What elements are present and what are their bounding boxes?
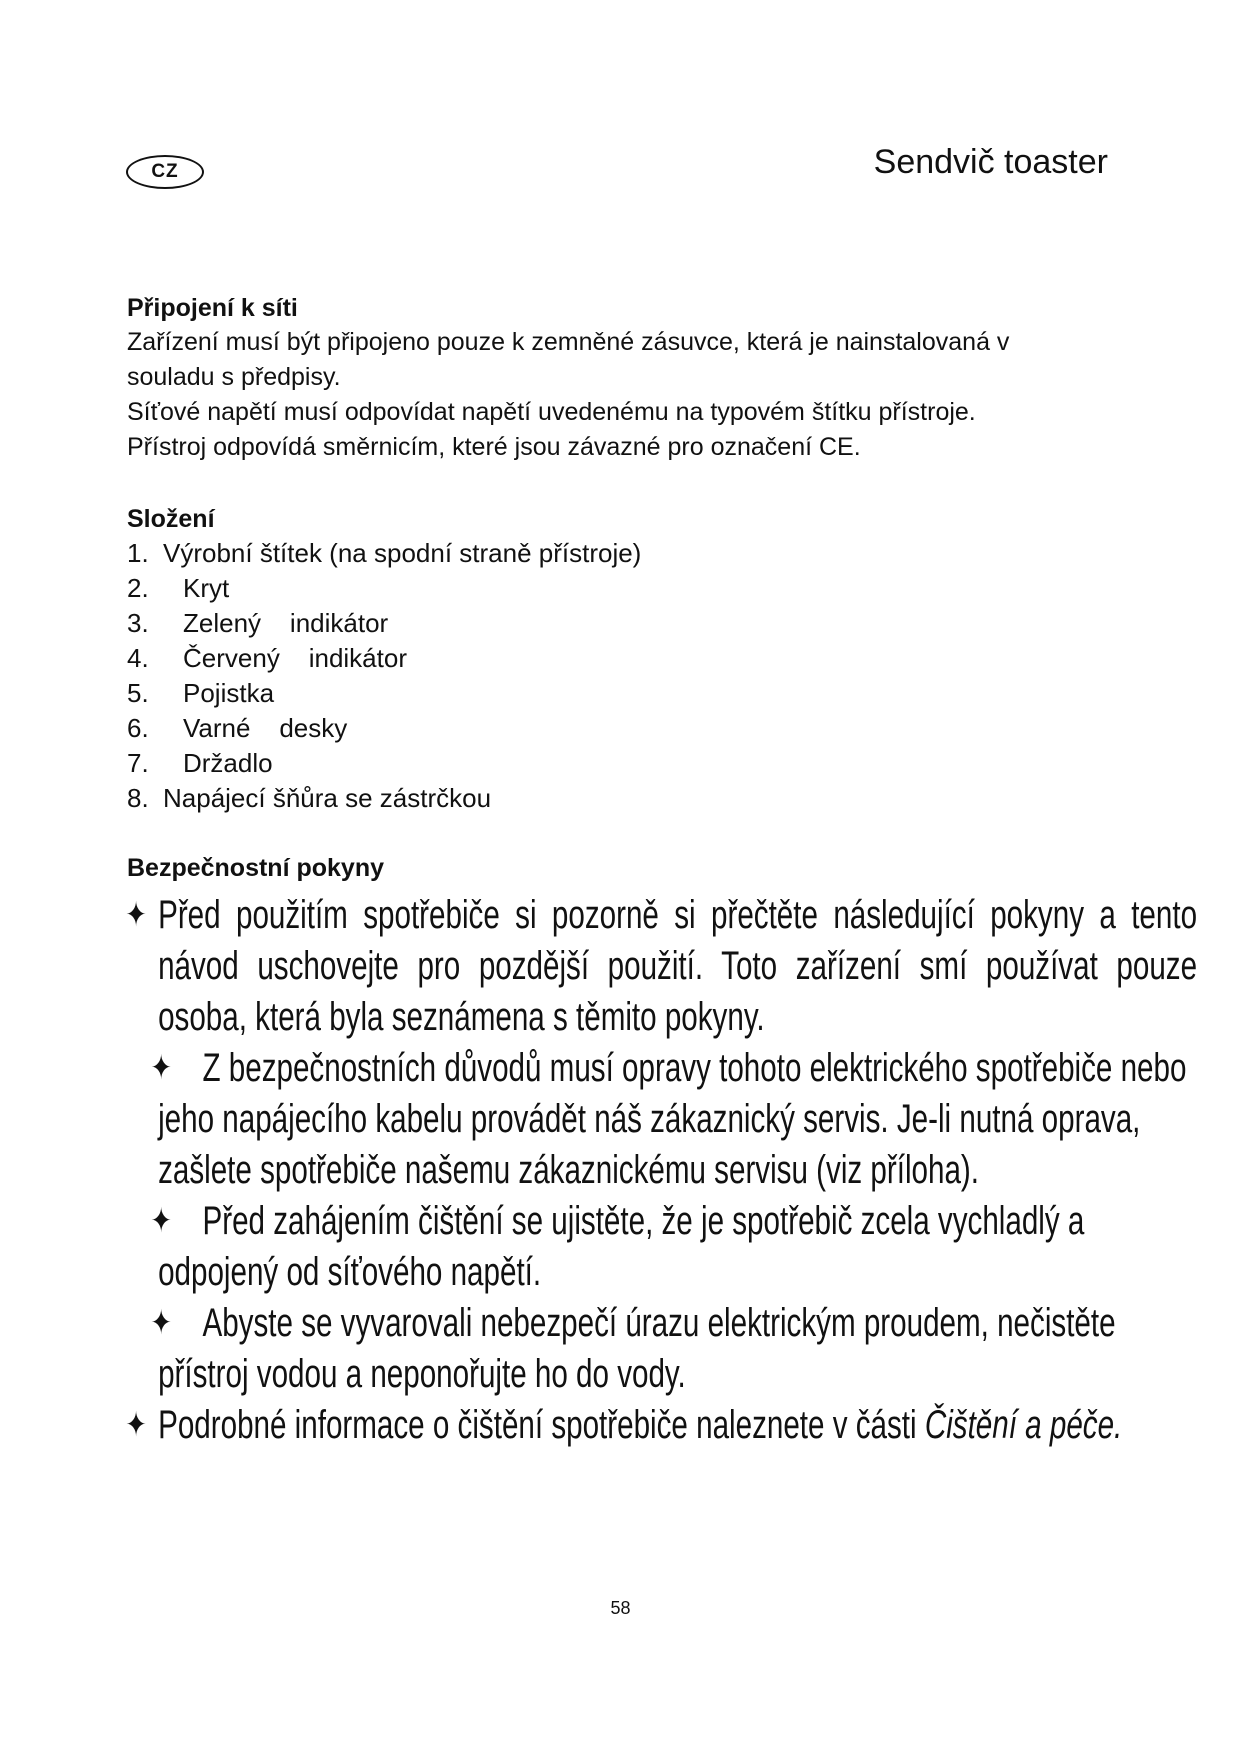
list-item: 7. Držadlo xyxy=(127,748,273,778)
bullet-item: ✦ Z bezpečnostních důvodů musí opravy tohoto elektrického spotřebiče nebo jeho napájecího kabelu provádět náš zákaznický servis. Je-li nutná oprava, zašlete spotřebiče našemu zákaznickému servisu (viz příloha). xyxy=(127,1043,1197,1196)
list-item: 6. Varné desky xyxy=(127,713,348,743)
list-item: 5. Pojistka xyxy=(127,678,275,708)
list-item: 2. Kryt xyxy=(127,573,230,603)
paragraph-line: Síťové napětí musí odpovídat napětí uvedenému na typovém štítku přístroje. xyxy=(127,398,976,426)
list-item: 8. Napájecí šňůra se zástrčkou xyxy=(127,783,492,813)
four-point-star-icon: ✦ xyxy=(125,896,147,934)
section-heading: Složení xyxy=(127,505,215,533)
safety-bullets xyxy=(125,890,1198,1451)
parts-list xyxy=(127,536,1127,816)
list-item: 3. Zelený indikátor xyxy=(127,608,389,638)
page-title: Sendvič toaster xyxy=(873,143,1108,181)
bullet-item: ✦ Před zahájením čištění se ujistěte, že je spotřebič zcela vychladlý a odpojený od síťového napětí. xyxy=(127,1196,1197,1298)
section-safety xyxy=(127,851,1127,885)
language-badge: CZ xyxy=(126,155,204,189)
four-point-star-icon: ✦ xyxy=(150,1304,172,1342)
section-power-connection xyxy=(127,291,1127,465)
paragraph-line: Zařízení musí být připojeno pouze k zemněné zásuvce, která je nainstalovaná v xyxy=(127,328,1010,356)
page-number: 58 xyxy=(610,1598,631,1618)
section-parts xyxy=(127,502,1127,816)
bullet-item: ✦ Podrobné informace o čištění spotřebiče naleznete v části Čištění a péče. xyxy=(127,1400,1197,1451)
cross-reference: Čištění a péče. xyxy=(924,1403,1123,1447)
bullet-item: ✦ Před použitím spotřebiče si pozorně si přečtěte následující pokyny a tento návod uschovejte pro pozdější použití. Toto zařízení smí používat pouze osoba, která byla seznámena s těmito pokyny. xyxy=(127,890,1197,1043)
four-point-star-icon: ✦ xyxy=(150,1049,172,1087)
section-heading: Připojení k síti xyxy=(127,294,298,322)
paragraph-line: Přístroj odpovídá směrnicím, které jsou závazné pro označení CE. xyxy=(127,433,861,461)
bullet-item: ✦ Abyste se vyvarovali nebezpečí úrazu elektrickým proudem, nečistěte přístroj vodou a neponořujte ho do vody. xyxy=(127,1298,1197,1400)
four-point-star-icon: ✦ xyxy=(150,1202,172,1240)
list-item: 4. Červený indikátor xyxy=(127,643,407,673)
section-heading: Bezpečnostní pokyny xyxy=(127,854,384,882)
four-point-star-icon: ✦ xyxy=(125,1406,147,1444)
list-item: 1. Výrobní štítek (na spodní straně přístroje) xyxy=(127,538,642,568)
paragraph-line: souladu s předpisy. xyxy=(127,363,341,391)
